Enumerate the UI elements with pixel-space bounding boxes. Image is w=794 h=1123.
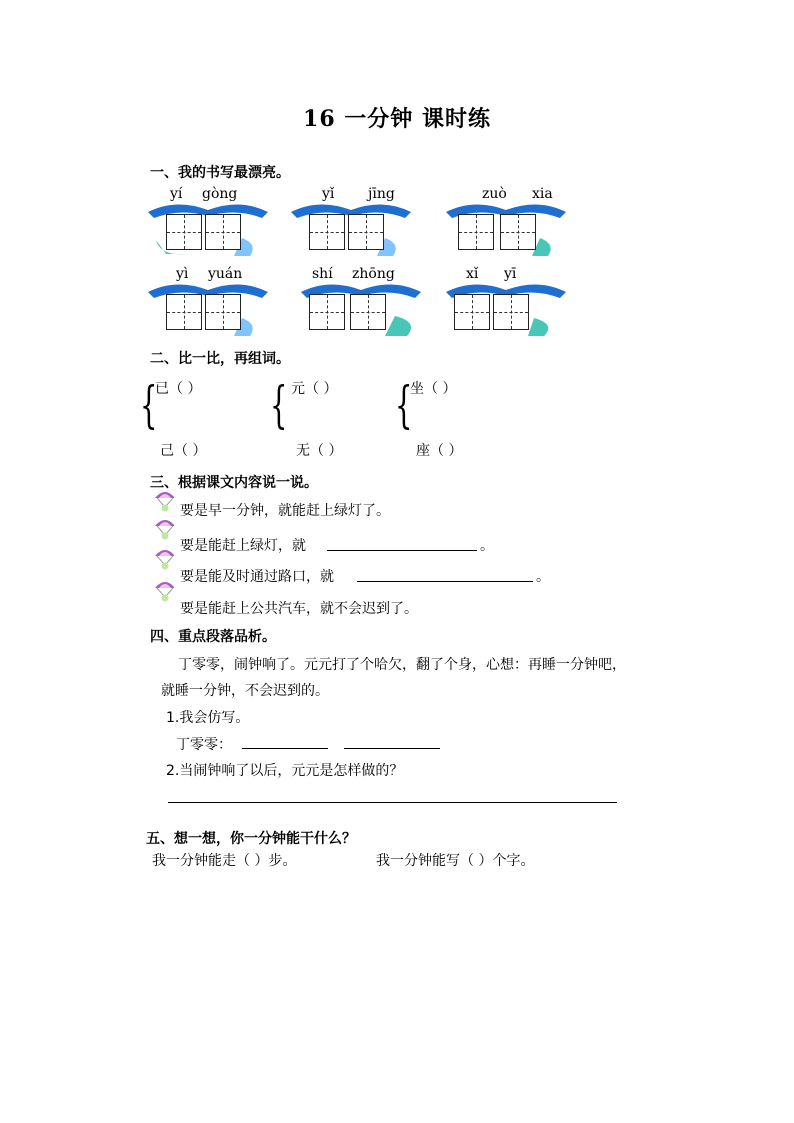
answer-line[interactable] [168,802,617,803]
tian-grid-box[interactable] [205,214,241,250]
pinyin: yī [504,266,517,282]
period: 。 [480,538,494,554]
compare-word-bottom: 己（ ） [160,443,207,459]
section4-heading: 四、重点段落品析。 [150,629,276,645]
tian-grid-box[interactable] [309,214,345,250]
passage-text: 丁零零，闹钟响了。元元打了个哈欠，翻了个身，心想：再睡一分钟吧， [178,657,626,673]
tian-grid-box[interactable] [166,294,202,330]
pinyin: zhōng [352,266,395,282]
parachute-icon [154,546,174,570]
page-title: 16 一分钟 课时练 [303,106,491,132]
parachute-icon [154,488,174,512]
tian-grid-box[interactable] [500,214,536,250]
section1-heading: 一、我的书写最漂亮。 [150,165,290,181]
writing-boxes [146,280,270,336]
tian-grid-box[interactable] [166,214,202,250]
tian-grid-box[interactable] [205,294,241,330]
sentence: 要是能及时通过路口，就 [180,569,334,585]
compare-word-bottom: 座（ ） [416,443,463,459]
writing-boxes [146,200,270,256]
passage-text: 就睡一分钟，不会迟到的。 [161,683,329,699]
fill-sentence: 我一分钟能写（ ）个字。 [376,853,535,869]
writing-boxes [289,200,413,256]
compare-word-top: 坐（ ） [410,381,457,397]
parachute-icon [154,578,174,602]
tian-grid-box[interactable] [493,294,529,330]
pinyin: yuán [208,266,243,282]
compare-word-top: 已（ ） [155,381,202,397]
tian-grid-box[interactable] [454,294,490,330]
writing-boxes [444,200,568,256]
writing-boxes [444,280,568,336]
tian-grid-box[interactable] [458,214,494,250]
tian-grid-box[interactable] [350,294,386,330]
pinyin: yǐ [322,186,335,202]
sentence: 要是能赶上公共汽车，就不会迟到了。 [180,601,418,617]
question-2: 2.当闹钟响了以后，元元是怎样做的？ [166,763,404,779]
section5-heading: 五、想一想，你一分钟能干什么？ [146,831,356,847]
question-1: 1.我会仿写。 [166,710,250,726]
tian-grid-box[interactable] [348,214,384,250]
pinyin: gòng [202,186,238,202]
answer-blank[interactable] [327,550,477,551]
section3-heading: 三、根据课文内容说一说。 [150,475,318,491]
fill-sentence: 我一分钟能走（ ）步。 [152,853,297,869]
brace-icon: { [140,376,158,434]
imitation-prefix: 丁零零： [176,737,232,753]
pinyin: xǐ [466,266,479,282]
sentence: 要是能赶上绿灯，就 [180,538,306,554]
sentence: 要是早一分钟，就能赶上绿灯了。 [180,503,390,519]
pinyin: yí [170,186,183,202]
answer-blank[interactable] [242,748,328,749]
pinyin: shí [312,266,333,282]
compare-word-bottom: 无（ ） [296,443,343,459]
parachute-icon [154,516,174,540]
section2-heading: 二、比一比，再组词。 [150,351,290,367]
writing-boxes [299,280,423,336]
brace-icon: { [395,376,413,434]
period: 。 [536,569,550,585]
compare-word-top: 元（ ） [291,381,338,397]
tian-grid-box[interactable] [309,294,345,330]
pinyin: zuò [482,186,507,202]
answer-blank[interactable] [344,748,440,749]
pinyin: xia [532,186,553,202]
answer-blank[interactable] [357,581,533,582]
pinyin: jīng [368,186,395,202]
brace-icon: { [270,376,288,434]
pinyin: yì [176,266,189,282]
